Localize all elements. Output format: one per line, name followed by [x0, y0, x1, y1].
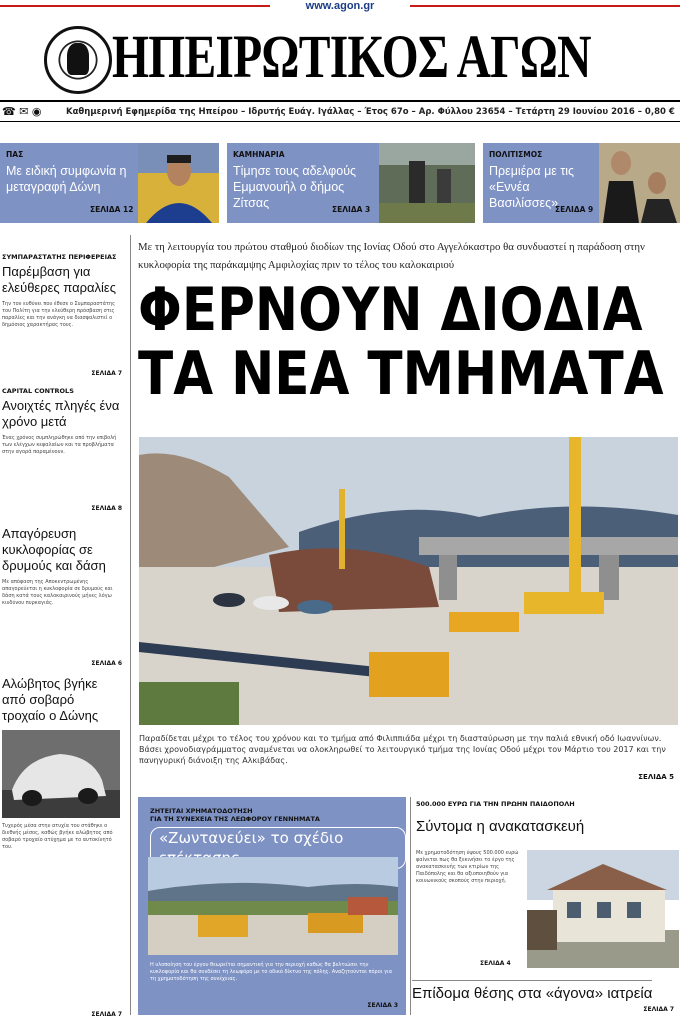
- story-page: ΣΕΛΙΔΑ 7: [91, 370, 122, 377]
- story-body: Με απόφαση της Αποκεντρωμένης απαγορεύεται η κυκλοφορία σε δρυμούς και δάση κατά τους καλοκαιρινούς μήνες λόγω κινδύνου πυρκαγιάς.: [2, 579, 113, 606]
- sidebar-story[interactable]: [2, 387, 122, 456]
- actors-photo: [599, 143, 680, 223]
- sidebar-story[interactable]: [2, 253, 122, 329]
- story-headline[interactable]: Σύντομα η ανακατασκευή: [416, 818, 585, 835]
- site-url[interactable]: www.agon.gr: [305, 0, 375, 12]
- teaser-ceremony[interactable]: [227, 143, 475, 223]
- story-headline: Ανοιχτές πληγές ένα χρόνο μετά: [2, 398, 120, 429]
- masthead: [0, 16, 680, 106]
- extension-story[interactable]: [138, 797, 406, 1015]
- newspaper-title: ΗΠΕΙΡΩΤΙΚΟΣ ΑΓΩΝ: [112, 24, 591, 91]
- column-rule: [410, 797, 411, 1015]
- teaser-sports[interactable]: [0, 143, 219, 223]
- story-page: ΣΕΛΙΔΑ 6: [91, 660, 122, 667]
- teaser-page: ΣΕΛΙΔΑ 3: [332, 205, 371, 214]
- story-body: Με χρηματοδότηση ύψους 500.000 ευρώ φαίνεται πως θα ξεκινήσει το έργο της ανακατασκευής των κτιρίων της Παιδόπολης και θα αξιοποιηθούν για κοινωνικούς σκοπούς στην περιοχή.: [416, 850, 519, 884]
- teaser-headline: Τίμησε τους αδελφούς Εμμανουήλ ο δήμος Ζίτσας: [233, 164, 357, 210]
- road-works-photo: [148, 857, 398, 955]
- teaser-headline: Πρεμιέρα με τις «Εννέα Βασιλίσσες»: [489, 164, 575, 210]
- kicker-line-1: ΖΗΤΕΙΤΑΙ ΧΡΗΜΑΤΟΔΟΤΗΣΗ: [150, 807, 253, 815]
- construction-site-photo: [139, 437, 678, 725]
- story-headline: Παρέμβαση για ελεύθερες παραλίες: [2, 264, 116, 295]
- issue-info: Καθημερινή Εφημερίδα της Ηπείρου – Ιδρυτής Ευάγ. Ιγάλλας – Έτος 67ο – Αρ. Φύλλου 23654 – Τετάρτη 29 Ιουνίου 2016 – 0,80 €: [66, 107, 675, 117]
- main-page: ΣΕΛΙΔΑ 5: [638, 773, 674, 781]
- story-page: ΣΕΛΙΔΑ 8: [91, 505, 122, 512]
- story-kicker: [150, 807, 320, 823]
- contact-icons: ☎ ✉ ◉: [2, 105, 42, 118]
- story-body: Ένας χρόνος συμπληρώθηκε από την επιβολή των ελέγχων κεφαλαίων και τα προβλήματα στην αγορά παραμένουν.: [2, 435, 117, 455]
- story-body: Η υλοποίηση του έργου θεωρείται σημαντική για την περιοχή καθώς θα βελτιώσει την κυκλοφορία και θα συνδέσει τη λεωφόρο με το οδικό δίκτυο της πόλης. Αναζητούνται πόροι για τη χρηματοδότηση της συνέχειας.: [150, 962, 393, 982]
- story-body: Τυχερός μέσα στην ατυχία του στάθηκε ο διεθνής μέσος, καθώς βγήκε αλώβητος από σοβαρό τροχαίο ατύχημα με το αυτοκίνητό του.: [2, 823, 113, 850]
- main-kicker: Με τη λειτουργία του πρώτου σταθμού διοδίων της Ιονίας Οδού στο Αγγελόκαστρο θα συνδυαστεί η παράδοση στην κυκλοφορία της παράκαμψης Αμφιλοχίας πριν το τέλος του καλοκαιριού: [138, 241, 645, 271]
- doctors-allowance-headline[interactable]: Επίδομα θέσης στα «άγονα» ιατρεία: [412, 980, 652, 1004]
- teaser-kicker: ΠΑΣ: [6, 150, 24, 159]
- column-rule: [130, 235, 131, 1015]
- ceremony-photo: [379, 143, 475, 223]
- story-page: ΣΕΛΙΔΑ 7: [643, 1006, 674, 1013]
- teaser-culture[interactable]: [483, 143, 680, 223]
- sidebar-story[interactable]: [2, 673, 122, 851]
- story-page: ΣΕΛΙΔΑ 3: [367, 1002, 398, 1009]
- story-kicker: 500.000 ΕΥΡΩ ΓΙΑ ΤΗΝ ΠΡΩΗΝ ΠΑΙΔΟΠΟΛΗ: [416, 800, 575, 808]
- kicker-line-2: ΓΙΑ ΤΗ ΣΥΝΕΧΕΙΑ ΤΗΣ ΛΕΩΦΟΡΟΥ ΓΕΝΝΗΜΑΤΑ: [150, 815, 320, 823]
- building-photo: [527, 850, 679, 968]
- footballer-photo: [138, 143, 219, 223]
- story-page: ΣΕΛΙΔΑ 4: [480, 960, 511, 967]
- sidebar: [0, 235, 126, 1019]
- story-kicker: ΣΥΜΠΑΡΑΣΤΑΤΗΣ ΠΕΡΙΦΕΡΕΙΑΣ: [2, 253, 117, 261]
- teaser-page: ΣΕΛΙΔΑ 9: [555, 205, 594, 214]
- crashed-car-photo: [2, 730, 120, 818]
- info-bar: [0, 100, 680, 122]
- headline-line-1: ΦΕΡΝΟΥΝ ΔΙΟΔΙΑ: [138, 275, 643, 345]
- story-headline: «Ζωντανεύει» το σχέδιο: [150, 827, 406, 869]
- headline-line-2: ΤΑ ΝΕΑ ΤΜΗΜΑΤΑ: [138, 339, 664, 409]
- teaser-kicker: ΠΟΛΙΤΙΣΜΟΣ: [489, 150, 543, 159]
- teaser-headline: Με ειδική συμφωνία η μεταγραφή Δώνη: [6, 164, 127, 194]
- story-headline: Αλώβητος βγήκε από σοβαρό τροχαίο ο Δώνης: [2, 676, 99, 723]
- main-headline[interactable]: [138, 275, 664, 409]
- teaser-page: ΣΕΛΙΔΑ 12: [90, 205, 134, 214]
- story-headline: Απαγόρευση κυκλοφορίας σε δρυμούς και δάση: [2, 526, 106, 573]
- photo-caption: Παραδίδεται μέχρι το τέλος του χρόνου και το τμήμα από Φιλιππιάδα μέχρι τη διασταύρωση με την παλιά εθνική οδό Ιωαννίνων. Βάσει χρονοδιαγράμματος αναμένεται να ολοκληρωθεί το λειτουργικό τμήμα της Ιονίας Οδού μέχρι τον Μάρτιο του 2017 και την πανηγυρική διάνοιξη της Αλκιβάδας.: [139, 734, 666, 765]
- logo-seal-icon: [44, 26, 112, 94]
- story-page: ΣΕΛΙΔΑ 7: [91, 1011, 122, 1018]
- story-kicker: CAPITAL CONTROLS: [2, 387, 74, 395]
- story-body: Την τον ευθύνει που έθεσε ο Συμπαραστάτης του Πολίτη για την ελεύθερη πρόσβαση στις παραλίες και την ανάγκη να διασφαλιστεί ο δημόσιος χαρακτήρας τους.: [2, 301, 116, 328]
- teaser-kicker: ΚΑΜΗΝΑΡΙΑ: [233, 150, 285, 159]
- sidebar-story[interactable]: [2, 523, 122, 607]
